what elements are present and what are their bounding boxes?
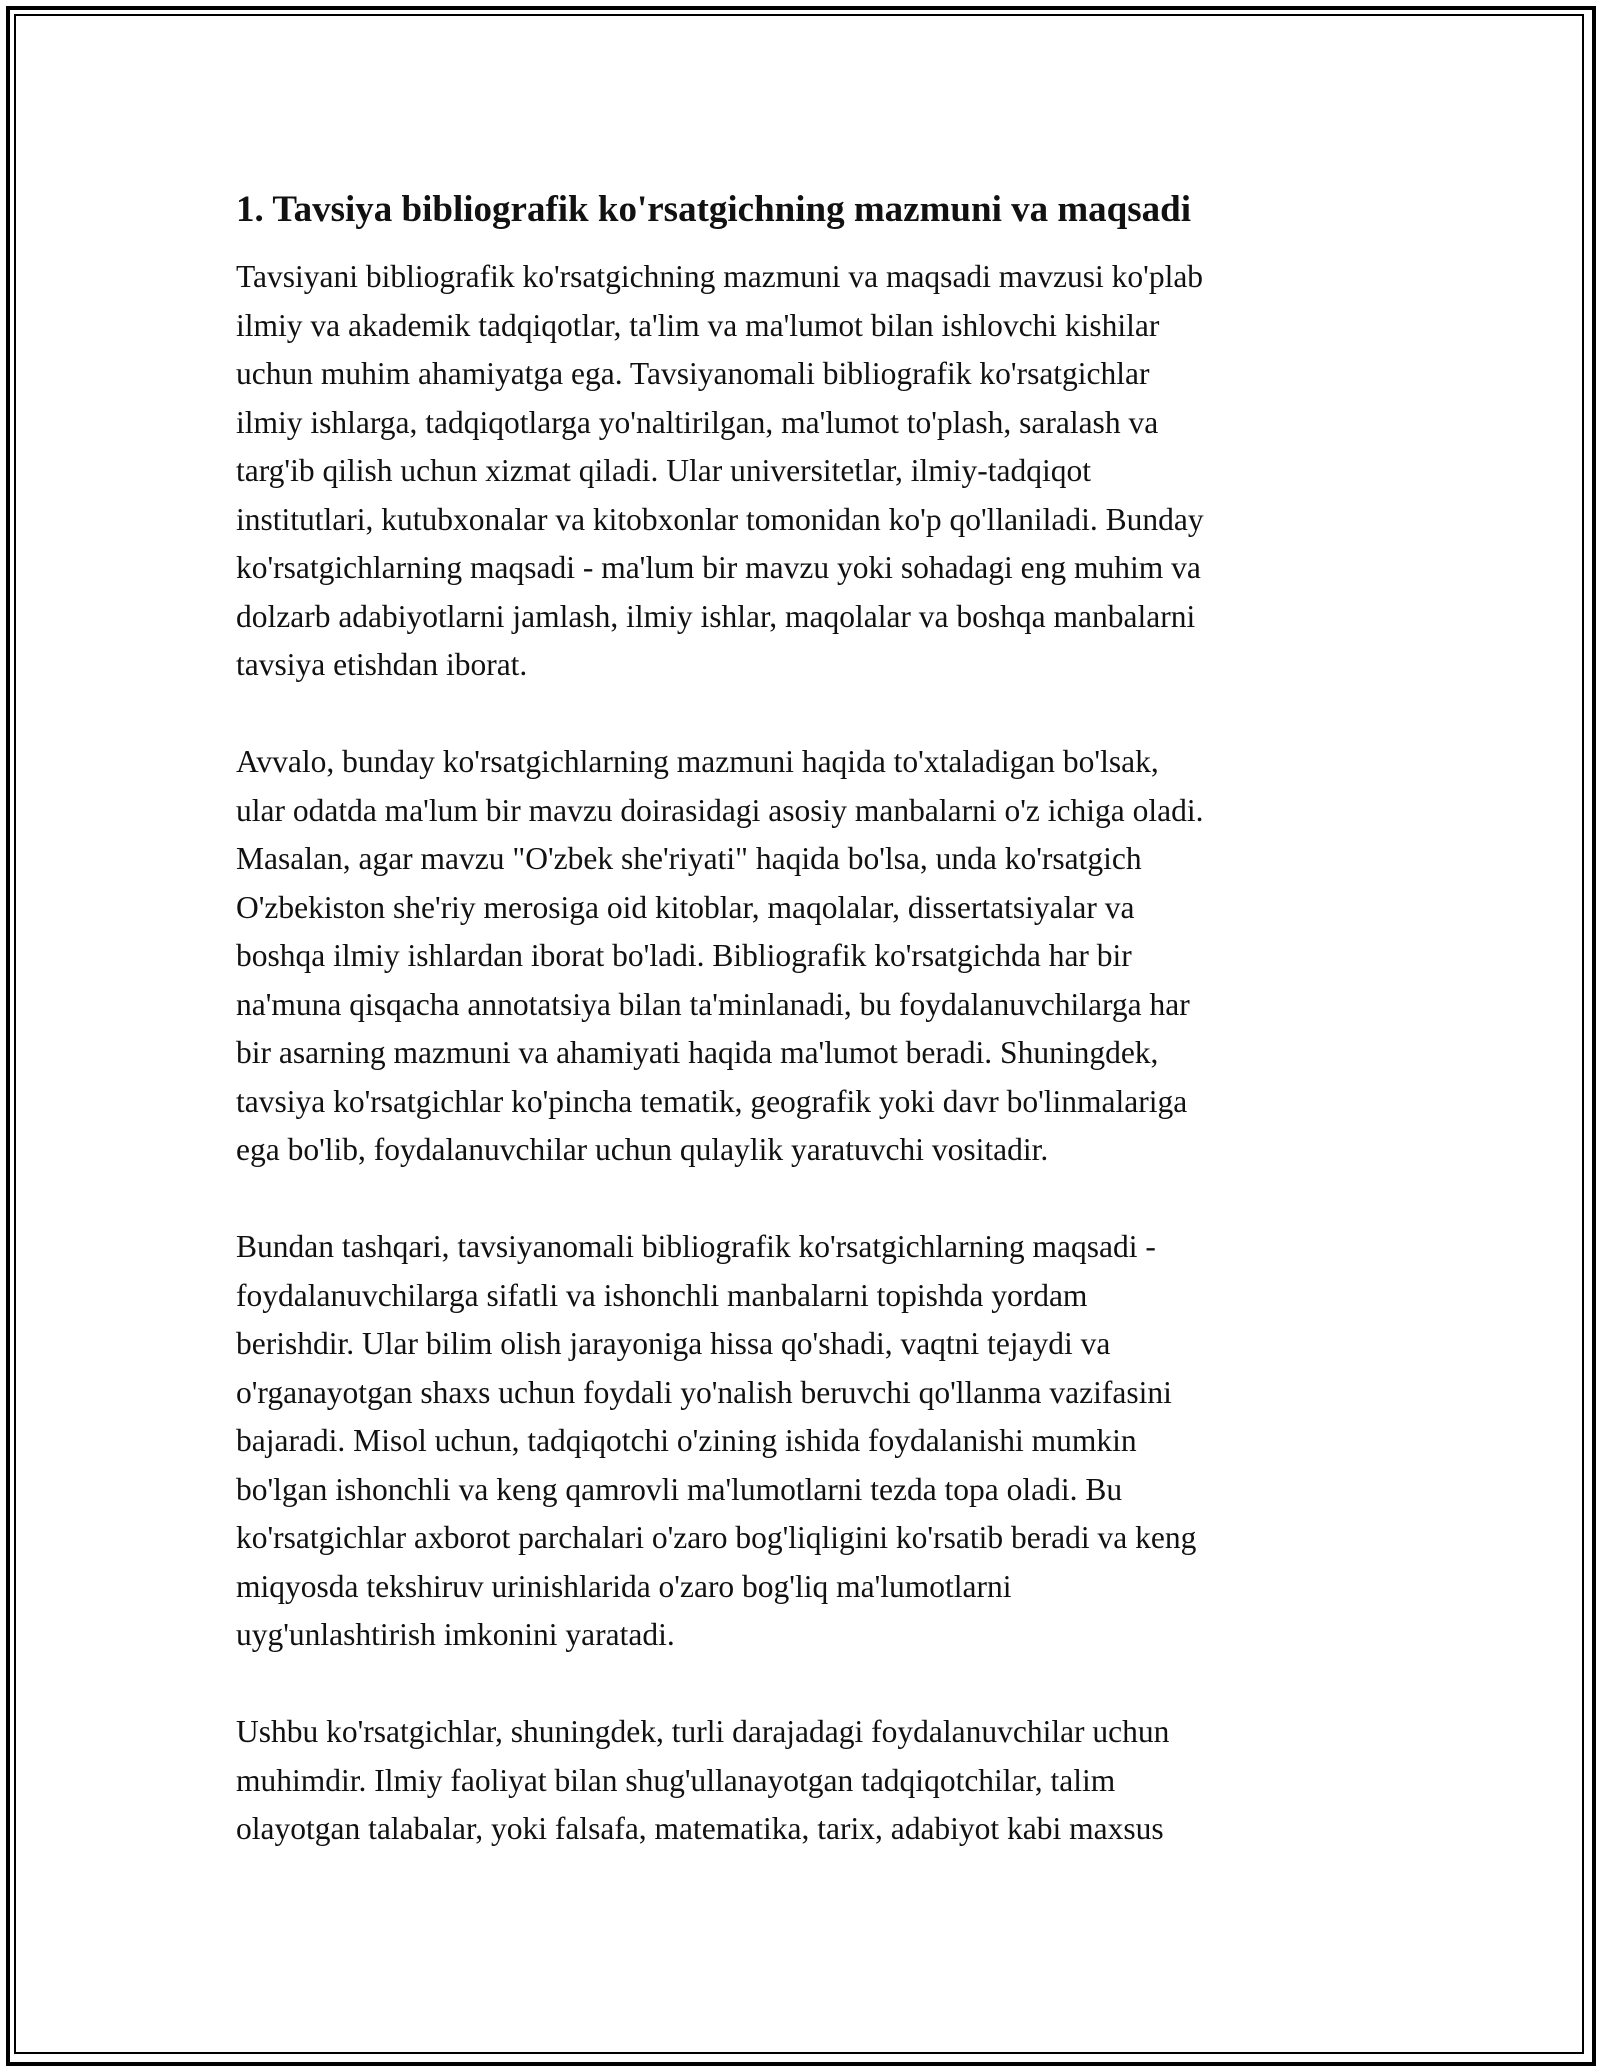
text-line: bir asarning mazmuni va ahamiyati haqida ma'lumot beradi. Shuningdek, — [236, 1035, 1159, 1070]
text-line: dolzarb adabiyotlarni jamlash, ilmiy ishlar, maqolalar va boshqa manbalarni — [236, 598, 1196, 634]
paragraph-container — [236, 253, 1376, 1854]
text-line: boshqa ilmiy ishlardan iborat bo'ladi. Bibliografik ko'rsatgichda har bir — [236, 938, 1132, 973]
text-line: bo'lgan ishonchli va keng qamrovli ma'lumotlarni tezda topa oladi. Bu — [236, 1471, 1123, 1507]
text-line: Avvalo, bunday ko'rsatgichlarning mazmuni haqida to'xtaladigan bo'lsak, — [236, 744, 1159, 779]
text-line: foydalanuvchilarga sifatli va ishonchli manbalarni topishda yordam — [236, 1277, 1088, 1313]
paragraph — [236, 253, 1376, 690]
paragraph — [236, 1223, 1376, 1660]
text-line: berishdir. Ular bilim olish jarayoniga hissa qo'shadi, vaqtni tejaydi va — [236, 1326, 1111, 1361]
text-line: ilmiy ishlarga, tadqiqotlarga yo'naltirilgan, ma'lumot to'plash, saralash va — [236, 404, 1159, 440]
text-line: olayotgan talabalar, yoki falsafa, matematika, tarix, adabiyot kabi maxsus — [236, 1811, 1164, 1846]
text-line: uchun muhim ahamiyatga ega. Tavsiyanomali bibliografik ko'rsatgichlar — [236, 356, 1150, 391]
paragraph — [236, 738, 1376, 1175]
text-line: tavsiya etishdan iborat. — [236, 647, 528, 682]
text-line: tavsiya ko'rsatgichlar ko'pincha tematik, geografik yoki davr bo'linmalariga — [236, 1083, 1188, 1119]
section-heading: 1. Tavsiya bibliografik ko'rsatgichning mazmuni va maqsadi — [236, 189, 1192, 230]
text-line: ega bo'lib, foydalanuvchilar uchun qulaylik yaratuvchi vositadir. — [236, 1132, 1049, 1167]
text-line: O'zbekiston she'riy merosiga oid kitoblar, maqolalar, dissertatsiyalar va — [236, 889, 1135, 925]
text-line: uyg'unlashtirish imkonini yaratadi. — [236, 1617, 675, 1652]
text-line: bajaradi. Misol uchun, tadqiqotchi o'zining ishida foydalanishi mumkin — [236, 1423, 1137, 1458]
text-line: ko'rsatgichlar axborot parchalari o'zaro bog'liqligini ko'rsatib beradi va keng — [236, 1520, 1197, 1555]
text-line: institutlari, kutubxonalar va kitobxonlar tomonidan ko'p qo'llaniladi. Bunday — [236, 501, 1204, 537]
text-line: Bundan tashqari, tavsiyanomali bibliografik ko'rsatgichlarning maqsadi - — [236, 1229, 1156, 1264]
text-line: Tavsiyani bibliografik ko'rsatgichning mazmuni va maqsadi mavzusi ko'plab — [236, 259, 1204, 294]
text-line: Ushbu ko'rsatgichlar, shuningdek, turli darajadagi foydalanuvchilar uchun — [236, 1714, 1170, 1749]
text-line: targ'ib qilish uchun xizmat qiladi. Ular universitetlar, ilmiy-tadqiqot — [236, 453, 1092, 488]
text-line: na'muna qisqacha annotatsiya bilan ta'minlanadi, bu foydalanuvchilarga har — [236, 986, 1190, 1022]
text-line: o'rganayotgan shaxs uchun foydali yo'nalish beruvchi qo'llanma vazifasini — [236, 1374, 1172, 1410]
text-line: muhimdir. Ilmiy faoliyat bilan shug'ullanayotgan tadqiqotchilar, talim — [236, 1762, 1116, 1798]
text-line: Masalan, agar mavzu "O'zbek she'riyati" haqida bo'lsa, unda ko'rsatgich — [236, 841, 1142, 876]
text-line: ular odatda ma'lum bir mavzu doirasidagi asosiy manbalarni o'z ichiga oladi. — [236, 792, 1204, 828]
document-body — [236, 185, 1376, 1902]
text-line: ko'rsatgichlarning maqsadi - ma'lum bir mavzu yoki sohadagi eng muhim va — [236, 550, 1201, 585]
paragraph — [236, 1708, 1376, 1854]
text-line: miqyosda tekshiruv urinishlarida o'zaro bog'liq ma'lumotlarni — [236, 1568, 1012, 1604]
text-line: ilmiy va akademik tadqiqotlar, ta'lim va ma'lumot bilan ishlovchi kishilar — [236, 307, 1160, 343]
